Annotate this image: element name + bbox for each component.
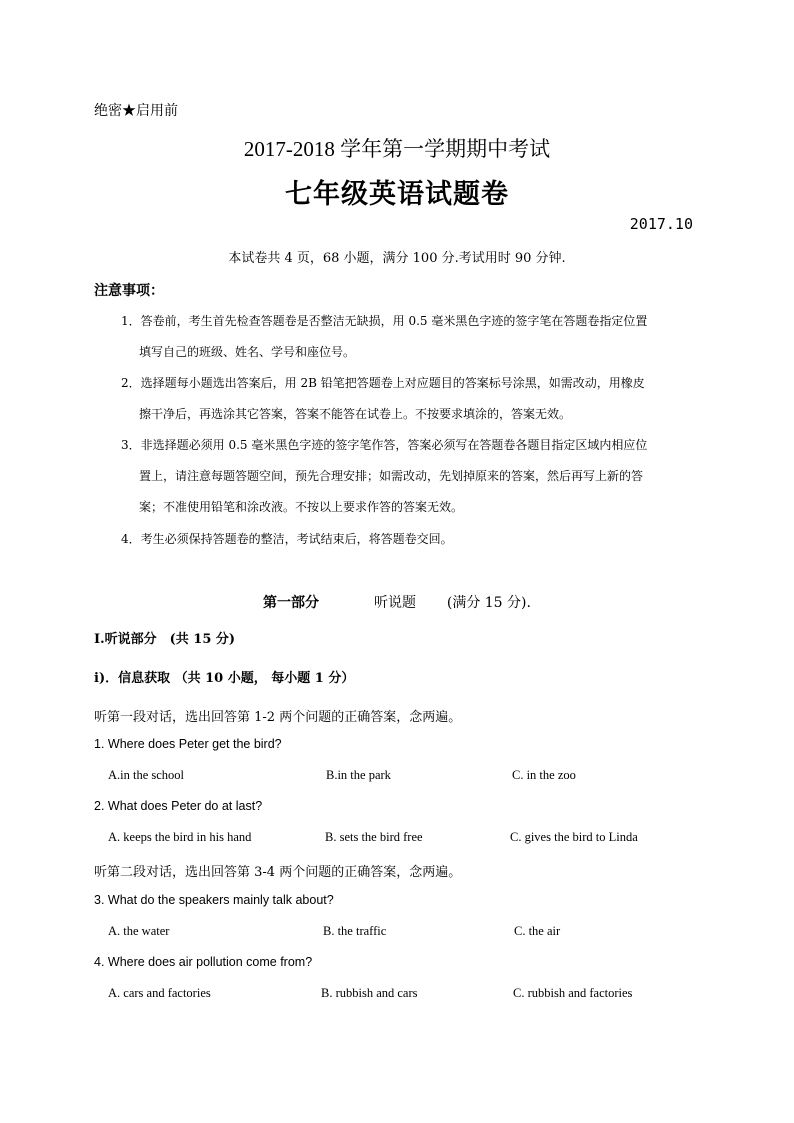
question-3-option-a: A. the water bbox=[108, 924, 170, 938]
question-1-option-c: C. in the zoo bbox=[512, 768, 576, 782]
part-name: 听说题 bbox=[373, 595, 416, 611]
notice-item-2-line2: 擦干净后，再选涂其它答案，答案不能答在试卷上。不按要求填涂的，答案无效。 bbox=[139, 407, 572, 421]
question-4-option-c: C. rubbish and factories bbox=[513, 986, 633, 1000]
notice-item-1-line1: 1．答卷前，考生首先检查答题卷是否整洁无缺损，用 0.5 毫米黑色字迹的签字笔在答题卷指定位置 bbox=[121, 314, 648, 328]
dialogue-2-instruction: 听第二段对话，选出回答第 3-4 两个问题的正确答案，念两遍。 bbox=[94, 865, 462, 880]
question-3-option-b: B. the traffic bbox=[323, 924, 387, 938]
notice-item-4-line1: 4．考生必须保持答题卷的整洁，考试结束后，将答题卷交回。 bbox=[121, 532, 453, 546]
exam-date: 2017.10 bbox=[629, 215, 693, 233]
question-2-option-c: C. gives the bird to Linda bbox=[510, 830, 638, 844]
part-label: 第一部分 bbox=[263, 595, 320, 611]
question-4: 4. Where does air pollution come from? bbox=[94, 955, 313, 969]
question-4-option-b: B. rubbish and cars bbox=[321, 986, 418, 1000]
exam-title: 2017-2018 学年第一学期期中考试 bbox=[243, 137, 551, 161]
question-1-option-b: B.in the park bbox=[326, 768, 391, 782]
notice-item-3-line3: 案；不准使用铅笔和涂改液。不按以上要求作答的答案无效。 bbox=[139, 500, 464, 514]
question-1-option-a: A.in the school bbox=[108, 768, 185, 782]
notice-item-1-line2: 填写自己的班级、姓名、学号和座位号。 bbox=[139, 345, 356, 359]
notice-title: 注意事项： bbox=[94, 283, 164, 299]
notice-item-2-line1: 2．选择题每小题选出答案后，用 2B 铅笔把答题卷上对应题目的答案标号涂黑，如需改动，用橡皮 bbox=[121, 376, 645, 390]
subsection-title: i)．信息获取 （共 10 小题， 每小题 1 分） bbox=[94, 671, 355, 686]
question-1: 1. Where does Peter get the bird? bbox=[94, 737, 282, 751]
section-title: I.听说部分 (共 15 分) bbox=[94, 632, 236, 647]
question-4-option-a: A. cars and factories bbox=[108, 986, 211, 1000]
confidential-mark: 绝密★启用前 bbox=[94, 103, 178, 119]
question-2-option-a: A. keeps the bird in his hand bbox=[108, 830, 252, 844]
notice-item-3-line1: 3．非选择题必须用 0.5 毫米黑色字迹的签字笔作答，答案必须写在答题卷各题目指定区域内相应位 bbox=[121, 438, 648, 452]
part-heading bbox=[0, 592, 794, 612]
part-score: (满分 15 分). bbox=[446, 595, 531, 611]
question-3: 3. What do the speakers mainly talk about? bbox=[94, 893, 334, 907]
paper-intro: 本试卷共 4 页，68 小题，满分 100 分.考试用时 90 分钟. bbox=[228, 251, 566, 266]
question-2-option-b: B. sets the bird free bbox=[325, 830, 423, 844]
notice-item-3-line2: 置上，请注意每题答题空间，预先合理安排；如需改动，先划掉原来的答案，然后再写上新的答 bbox=[139, 469, 644, 483]
question-3-option-c: C. the air bbox=[514, 924, 561, 938]
paper-title: 七年级英语试题卷 bbox=[285, 179, 509, 210]
question-2: 2. What does Peter do at last? bbox=[94, 799, 263, 813]
dialogue-1-instruction: 听第一段对话，选出回答第 1-2 两个问题的正确答案，念两遍。 bbox=[94, 710, 462, 725]
